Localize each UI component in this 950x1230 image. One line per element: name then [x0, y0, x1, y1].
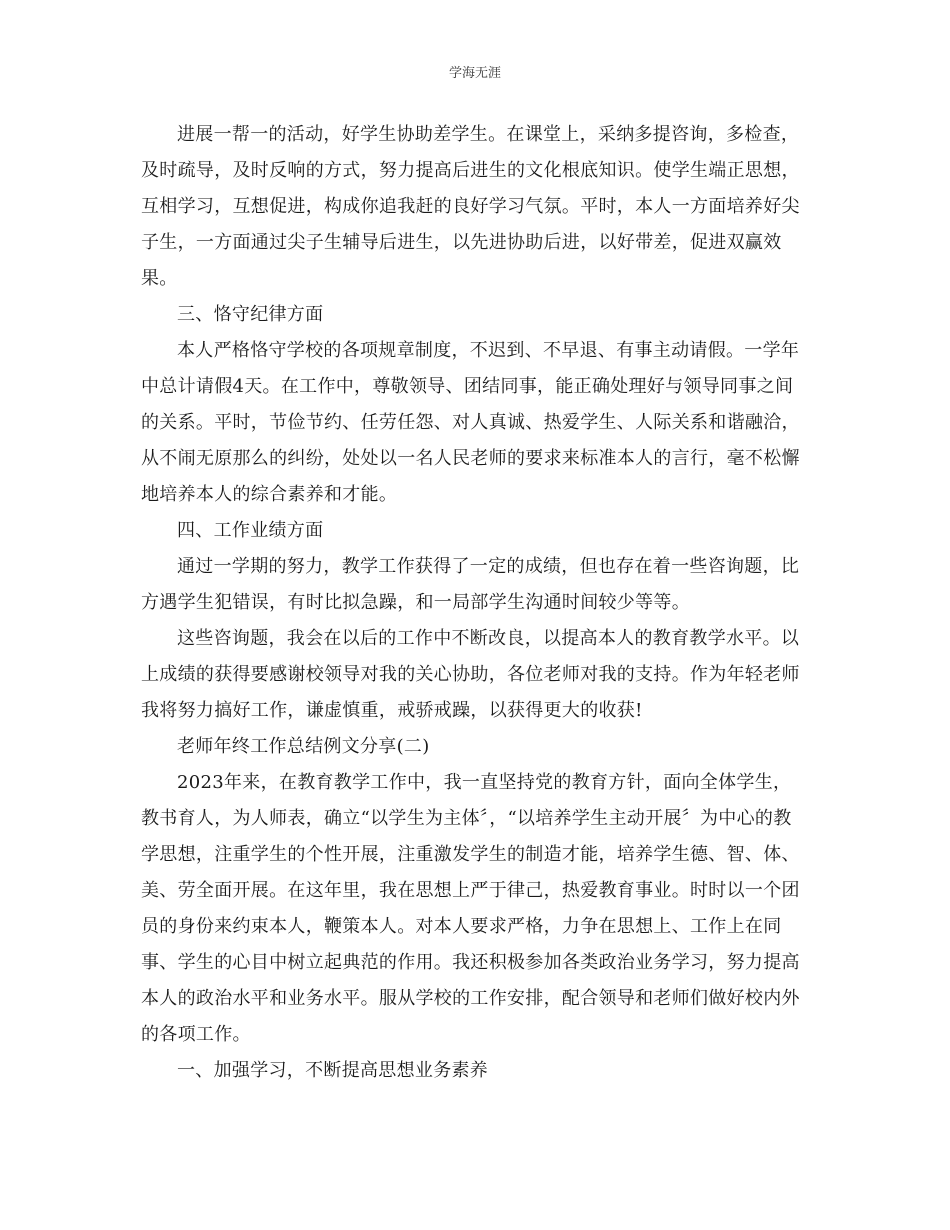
paragraph-help-students: 进展一帮一的活动，好学生协助差学生。在课堂上，采纳多提咨询，多检查，及时疏导，及时反响的方式，努力提高后进生的文化根底知识。使学生端正思想，互相学习，互想促进，构成你追我赶的良好学习气氛。平时，本人一方面培养好尖子生，一方面通过尖子生辅导后进生，以先进协助后进，以好带差，促进双赢效果。 [141, 124, 800, 289]
article-title-part-two: 老师年终工作总结例文分享(二) [177, 736, 430, 757]
section-heading-achievements: 四、工作业绩方面 [177, 520, 324, 541]
paragraph-2023-summary: 2023年来，在教育教学工作中，我一直坚持党的教育方针，面向全体学生，教书育人，为人师表，确立“以学生为主体〞，“以培养学生主动开展〞为中心的教学思想，注重学生的个性开展，注重激发学生的制造才能，培养学生德、智、体、美、劳全面开展。在这年里，我在思想上严于律己，热爱教育事业。时时以一个团员的身份来约束本人，鞭策本人。对本人要求严格，力争在思想上、工作上在同事、学生的心目中树立起典范的作用。我还积极参加各类政治业务学习，努力提高本人的政治水平和业务水平。服从学校的工作安排，配合领导和老师们做好校内外的各项工作。 [141, 772, 800, 1045]
section-heading-study: 一、加强学习，不断提高思想业务素养 [177, 1060, 489, 1081]
paragraph-discipline: 本人严格恪守学校的各项规章制度，不迟到、不早退、有事主动请假。一学年中总计请假4天。在工作中，尊敬领导、团结同事，能正确处理好与领导同事之间的关系。平时，节俭节约、任劳任怨、对人真诚、热爱学生、人际关系和谐融洽，从不闹无原那么的纠纷，处处以一名人民老师的要求来标准本人的言行，毫不松懈地培养本人的综合素养和才能。 [141, 340, 800, 505]
paragraph-improvement: 这些咨询题，我会在以后的工作中不断改良，以提高本人的教育教学水平。以上成绩的获得要感谢校领导对我的关心协助，各位老师对我的支持。作为年轻老师我将努力搞好工作，谦虚慎重，戒骄戒躁，以获得更大的收获! [141, 628, 800, 721]
document-body [141, 117, 801, 1089]
section-heading-discipline: 三、恪守纪律方面 [177, 304, 324, 325]
page-header: 学海无涯 [448, 66, 501, 81]
paragraph-achievements: 通过一学期的努力，教学工作获得了一定的成绩，但也存在着一些咨询题，比方遇学生犯错误，有时比拟急躁，和一局部学生沟通时间较少等等。 [141, 556, 800, 613]
